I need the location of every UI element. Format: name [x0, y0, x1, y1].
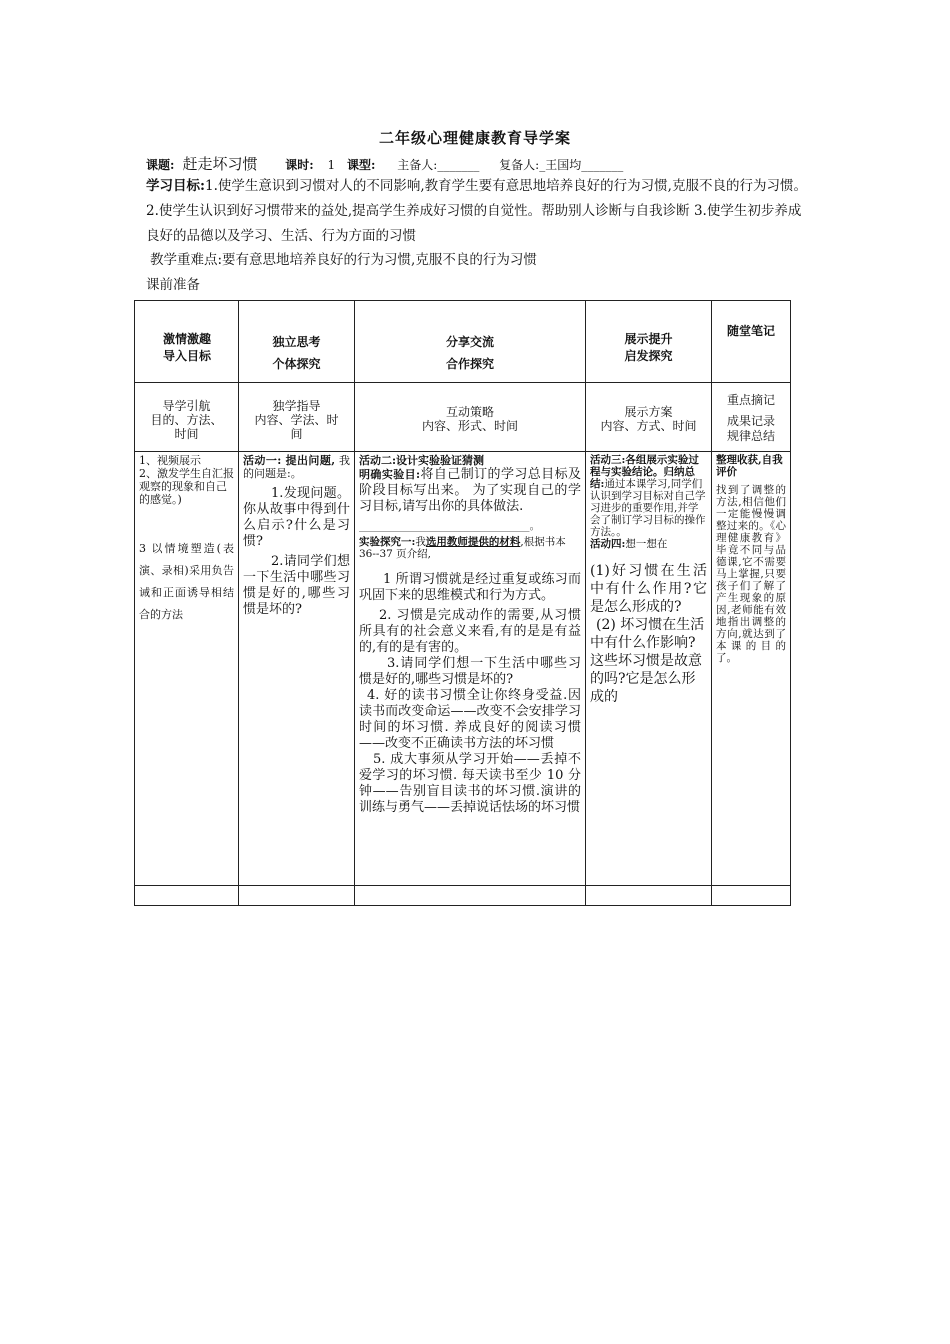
subheader-cell: [712, 383, 791, 452]
empty-cell: [355, 886, 586, 906]
reflection-question-1: (1)好习惯在生活中有什么作用?它是怎么形成的?: [590, 563, 707, 615]
header-line: 合作探究: [445, 357, 494, 371]
showcase-cell: [586, 452, 712, 886]
notes-text: 找到了调整的方法,相信他们一定能慢慢调整过来的。《心理健康教育》毕竟不同与品德课,它不需要马上掌握,只要孩子们了解了产生现象的原因,老师能有效地指出调整的方向,就达到了本课的目的了。: [716, 484, 786, 664]
experiment-goal-label: 明确实验目:: [359, 468, 421, 481]
subheader-line: 间: [290, 427, 303, 441]
topic-value: 赶走坏习惯: [182, 155, 258, 173]
subheader-line: 内容、形式、时间: [421, 419, 518, 433]
subheader-row: [135, 383, 791, 452]
activity-1-label: 活动一: 提出问题,: [243, 454, 336, 467]
learning-goals: [146, 174, 812, 249]
activity-4-label: 活动四:: [590, 538, 626, 550]
content-row: [135, 452, 791, 886]
point-1: 1 所谓习惯就是经过重复或练习而巩固下来的思维模式和行为方式。: [359, 572, 581, 603]
header-cell: [355, 301, 586, 383]
hours-label: 课时:: [285, 158, 314, 172]
inquiry-1-label: 实验探究一:: [359, 536, 416, 548]
goals-label: 学习目标:: [146, 178, 205, 194]
activity-4: [590, 538, 707, 550]
question-1: 1.发现问题。你从故事中得到什么启示?什么是习惯?: [243, 486, 350, 549]
header-line: 随堂笔记: [726, 324, 775, 338]
intro-cell: [135, 452, 239, 886]
subheader-line: 互动策略: [445, 405, 494, 419]
intro-item-3: 3 以情境塑造(表演、录相)采用负告诫和正面诱导相结合的方法: [139, 542, 234, 621]
experiment-goal-text: 将自己制订的学习总目标及阶段目标写出来。 为了实现自己的学习目标,请写出你的具体做法.: [359, 467, 581, 514]
notes-label: 整理收获,自我评价: [716, 454, 783, 478]
header-line: 启发探究: [624, 349, 673, 363]
main-preparer: 主备人:_______: [397, 158, 480, 172]
cooperation-cell: [355, 452, 586, 886]
header-cell: [586, 301, 712, 383]
empty-cell: [239, 886, 355, 906]
empty-cell: [586, 886, 712, 906]
activity-4-text: 想一想在: [625, 538, 668, 550]
subheader-line: 内容、方式、时间: [600, 419, 697, 433]
page-title: 二年级心理健康教育导学案: [378, 129, 571, 147]
activity-3-label: 活动三:各组展示实验过程与实验结论。归纳总结:: [590, 454, 699, 490]
activity-3-text: 通过本课学习,同学们认识到学习目标对自己学习进步的重要作用,并学会了制订学习目标的操作方法。。: [590, 478, 706, 538]
activity-1-text: 我的问题是:。: [243, 454, 350, 480]
goals-text: 1.使学生意识到习惯对人的不同影响,教育学生要有意思地培养良好的行为习惯,克服不良的行为习惯。2.使学生认识到好习惯带来的益处,提高学生养成好习惯的自觉性。帮助别人诊断与自我诊断 3.使学生初步养成良好的品德以及学习、生活、行为方面的习惯: [146, 178, 807, 244]
lesson-table: [134, 300, 791, 906]
teaching-focus: 教学重难点:要有意思地培养良好的行为习惯,克服不良的行为习惯: [150, 252, 537, 268]
subheader-line: 重点摘记: [726, 393, 775, 407]
lesson-meta: [146, 153, 623, 174]
empty-cell: [135, 886, 239, 906]
inquiry-1: [359, 536, 581, 560]
inquiry-1-material: 选用教师提供的材料: [425, 536, 521, 548]
header-line: 激情激趣: [163, 332, 212, 346]
intro-item-1: 1、视频展示: [139, 454, 201, 467]
answer-blank: _______________________________。: [359, 519, 541, 532]
subheader-cell: [239, 383, 355, 452]
subheader-line: 时间: [174, 427, 199, 441]
notes-cell: [712, 452, 791, 886]
header-line: 个体探究: [272, 357, 321, 371]
header-cell: [135, 301, 239, 383]
header-cell: [239, 301, 355, 383]
point-2: 2. 习惯是完成动作的需要,从习惯所具有的社会意义来看,有的是是有益的,有的是有害的。: [359, 608, 581, 655]
co-preparer: 复备人:_王国均_______: [499, 158, 624, 172]
header-line: 分享交流: [445, 335, 494, 349]
subheader-line: 内容、学法、时: [254, 413, 339, 427]
point-3: 3.请同学们想一下生活中哪些习惯是好的,哪些习惯是坏的?: [359, 656, 581, 687]
header-cell: [712, 301, 791, 383]
question-2: 2.请同学们想一下生活中哪些习惯是好的,哪些习惯是坏的?: [243, 554, 350, 617]
inquiry-1-pre: 我: [415, 536, 426, 548]
subheader-line: 导学引航: [162, 399, 211, 413]
inquiry-1-post: ,根据书本 36--37 页介绍,: [359, 536, 566, 560]
hours-value: 1: [327, 158, 336, 172]
subheader-line: 成果记录: [726, 414, 775, 428]
header-line: 导入目标: [163, 349, 212, 363]
activity-3: [590, 454, 707, 538]
header-line: 独立思考: [272, 335, 321, 349]
header-line: 展示提升: [624, 332, 673, 346]
subheader-line: 独学指导: [272, 399, 321, 413]
activity-2-label: 活动二:设计实验验证猜测: [359, 454, 485, 467]
subheader-cell: [135, 383, 239, 452]
subheader-line: 展示方案: [624, 405, 673, 419]
independent-cell: [239, 452, 355, 886]
experiment-goal: [359, 467, 581, 515]
header-row: [135, 301, 791, 383]
empty-row: [135, 886, 791, 906]
reflection-question-2: (2) 坏习惯在生活中有什么作影响?这些坏习惯是故意的吗?它是怎么形成的: [590, 617, 705, 705]
type-label: 课型:: [347, 158, 376, 172]
point-5: 5. 成大事须从学习开始——丢掉不爱学习的坏习惯. 每天读书至少 10 分钟——告别盲目读书的坏习惯.演讲的训练与勇气——丢掉说话怯场的坏习惯: [359, 752, 581, 815]
subheader-line: 目的、方法、: [150, 413, 223, 427]
topic-label: 课题:: [146, 158, 175, 172]
intro-item-2: 2、激发学生自汇报观察的现象和自己的感觉。): [139, 467, 234, 506]
subheader-cell: [355, 383, 586, 452]
subheader-cell: [586, 383, 712, 452]
class-preparation: 课前准备: [146, 277, 200, 293]
point-4: 4. 好的读书习惯全让你终身受益.因读书而改变命运——改变不会安排学习时间的坏习惯. 养成良好的阅读习惯——改变不正确读书方法的坏习惯: [359, 688, 581, 751]
subheader-line: 规律总结: [726, 429, 775, 443]
empty-cell: [712, 886, 791, 906]
